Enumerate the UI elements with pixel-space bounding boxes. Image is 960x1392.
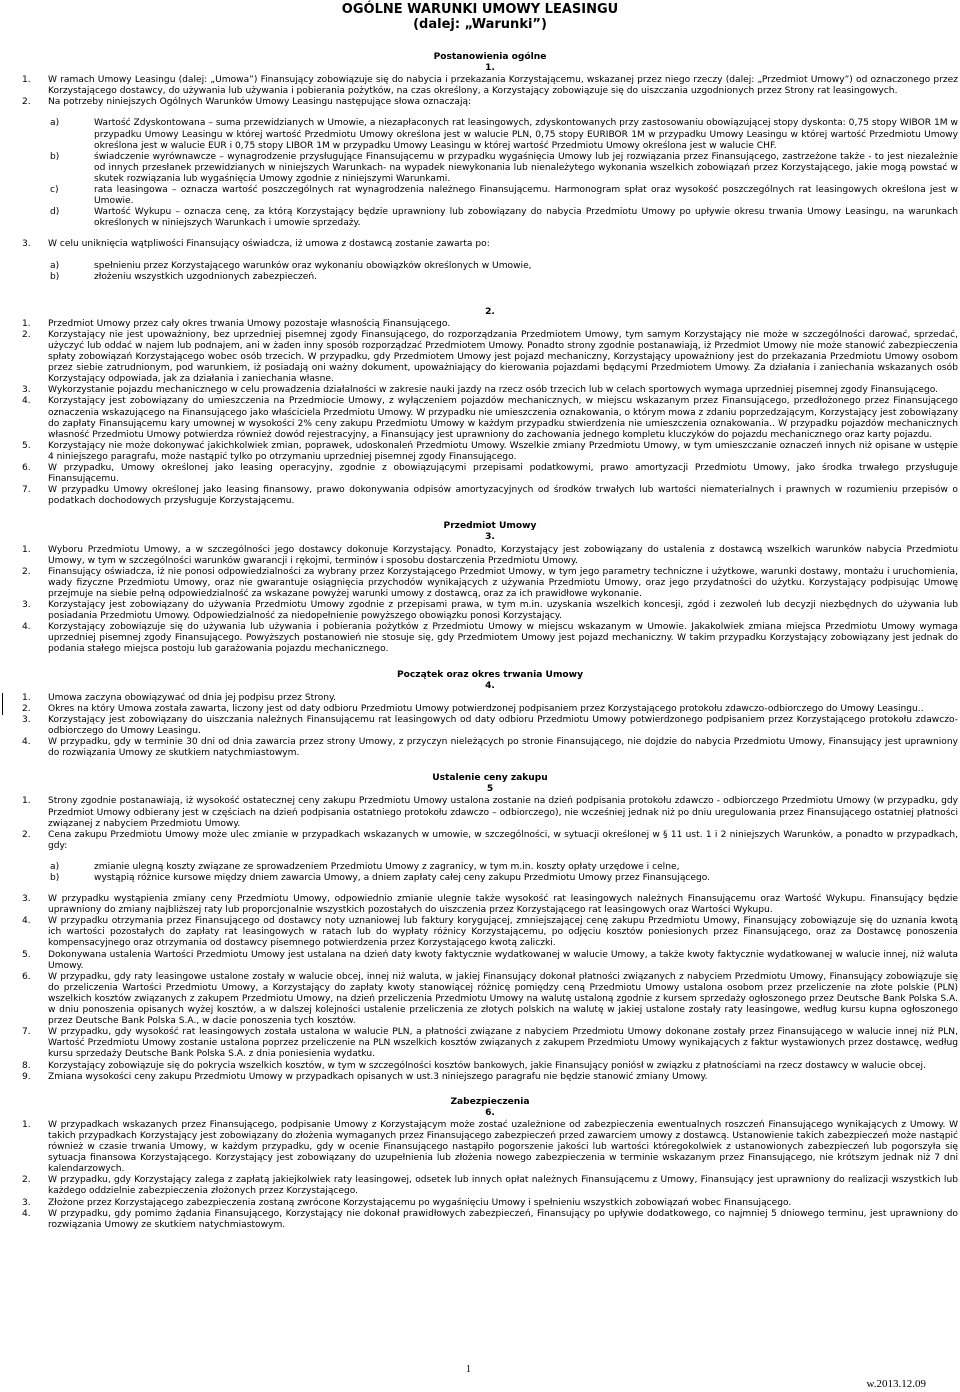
- clause-text: Korzystający zobowiązuje się do pokrycia wszelkich kosztów, w tym w szczególności kosztów bankowych, jakie Finansujący poniósł w związku z płatnościami na rzecz dostawcy w walucie obcej.: [48, 1060, 926, 1071]
- document-body: [22, 52, 958, 1231]
- section-number: 6.: [485, 1107, 495, 1118]
- clause-text: W przypadku otrzymania przez Finansującego od dostawcy noty uznaniowej lub faktury korygującej, zmniejszającej cenę zakupu Przedmiotu Umowy, Finansujący zobowiązuje się do uznania kwotą ich wartości pozostałych do zapłaty rat leasingowych w ratach lub do wypłaty różnicy Korzystającemu, po odjęciu kosztów poniesionych przez Finansującego, oraz za Dostawcę ponoszenia kompensacyjnego oraz otrzymania od dostawcy pisemnego potwierdzenia przez Korzystającego kwotą zaliczki.: [48, 916, 958, 949]
- clause-number: 3.: [22, 714, 31, 725]
- section-title: Przedmiot Umowy: [443, 521, 537, 532]
- clause: [22, 1027, 958, 1060]
- clause: [22, 545, 958, 567]
- clause-number: 2.: [22, 329, 31, 340]
- page-number: 1: [466, 1364, 471, 1375]
- clause-text: W przypadku, gdy wysokość rat leasingowych została ustalona w walucie PLN, a płatności związane z nabyciem Przedmiotu Umowy dokonane zostały przez Finansującego w walucie innej niż PLN, Wartość Przedmiotu Umowy zostanie ustalona poprzez przeliczenie na PLN wszelkich kosztów związanych z zakupem Przedmiotu Umowy wynikających z faktur wystawionych przez dostawcę, według kursu sprzedaży Deutsche Bank Polska S.A. z dnia poniesienia wydatku.: [48, 1027, 958, 1060]
- sub-clause: [50, 118, 958, 151]
- clause-text: Złożone przez Korzystającego zabezpieczenia zostaną zwrócone Korzystającemu po wygaśnięciu Umowy i spełnieniu wszystkich zobowiązań wobec Finansującego.: [48, 1197, 792, 1208]
- clause-number: 7.: [22, 485, 31, 496]
- clause-number: 1.: [22, 318, 31, 329]
- section-gap: [22, 293, 958, 307]
- clause-number: 3.: [22, 894, 31, 905]
- clause: [22, 830, 958, 852]
- clause-text: Przedmiot Umowy przez cały okres trwania Umowy pozostaje własnością Finansującego.: [48, 318, 451, 329]
- clause-number: 7.: [22, 1027, 31, 1038]
- clause: [22, 972, 958, 1027]
- clause-number: 3.: [22, 1197, 31, 1208]
- margin-mark: [2, 693, 3, 715]
- clause-text: W przypadku, gdy raty leasingowe ustalone zostały w walucie obcej, innej niż waluta, w jakiej Finansujący dokonał płatności związanych z nabyciem Przedmiotu Umowy, Finansujący zobowiązuje się do przeliczenia Wartości Przedmiotu Umowy, a Korzystający do zapłaty kwoty stanowiącej różnicę pomiędzy ceną Przedmiotu Umowy ustalona osobom przez przeliczenie na złote polskie (PLN) wszelkich kosztów związanych z zakupem Przedmiotu Umowy, na dzień przeliczenia Przedmiotu Umowy na walutę ustaloną zgodnie z kursem sprzedaży ogłoszonego przez Deutsche Bank Polska S.A. w dniu ponoszenia opisanych wyżej kosztów, a w dalszej kolejności ustalenie przeliczenia ze złotych polskich na walutę w jakiej ustalone zostały raty leasingowe, według kursu kupna ogłoszonego przez Deutsche Bank Polska S.A., w dacie ponoszenia tych kosztów.: [48, 971, 958, 1027]
- clause-text: W przypadku, Umowy określonej jako leasing operacyjny, zgodnie z obowiązującymi przepisami podatkowymi, prawo amortyzacji Przedmiotu Umowy, jako środka trwałego przysługuje Finansującemu.: [48, 463, 958, 485]
- clause-text: Na potrzeby niniejszych Ogólnych Warunków Umowy Leasingu następujące słowa oznaczają:: [48, 97, 472, 108]
- clause: [22, 704, 958, 715]
- clause: [22, 441, 958, 463]
- sub-clause-text: Wartość Zdyskontowana – suma przewidzianych w Umowie, a niezapłaconych rat leasingowych, zdyskontowanych przy zastosowaniu obowiązującej stopy dyskonta: 0,75 stopy WIBOR 1M w przypadku Umowy Leasingu w której wartość Przedmiotu Umowy określona jest w walucie PLN, 0,75 stopy EURIBOR 1M w przypadku Umowy Leasingu w której wartość Przedmiotu Umowy określona jest w walucie EUR i 0,75 stopy LIBOR 1M w przypadku Umowy Leasingu w której wartość Przedmiotu Umowy określona jest w walucie CHF.: [94, 118, 958, 151]
- clause-number: 6.: [22, 971, 31, 982]
- clause-text: W ramach Umowy Leasingu (dalej: „Umowa”) Finansujący zobowiązuje się do nabycia i przekazania Korzystającemu, wskazanej przez niego rzeczy (dalej: „Przedmiot Umowy”) od oznaczonego przez Korzystającego dostawcy, do używania lub używania i pobierania pożytków, na czas określony, a Korzystający zobowiązuje się do uiszczania uzgodnionych przez Strony rat leasingowych.: [48, 75, 958, 97]
- sub-clause: [50, 152, 958, 185]
- clause: [22, 600, 958, 622]
- clause: [22, 1175, 958, 1197]
- section-number: 1.: [485, 63, 495, 74]
- clause-number: 4.: [22, 737, 31, 748]
- sub-clause: [50, 873, 958, 884]
- clause-text: Korzystający jest zobowiązany do używania Przedmiotu Umowy zgodnie z przepisami prawa, w tym m.in. uzyskania wszelkich koncesji, zgód i zezwoleń lub decyzji niezbędnych do używania lub posiadania Przedmiotu Umowy. Odpowiedzialność za niedopełnienie powyższego obowiązku ponosi Korzystający.: [48, 600, 958, 622]
- sub-clause-letter: a): [50, 118, 60, 129]
- clause-text: Dokonywana ustalenia Wartości Przedmiotu Umowy jest ustalana na dzień daty kwoty faktycznie wydatkowanej w walucie Umowy, a także kwoty faktycznie wydatkowanej w walucie innej, niż waluta Umowy.: [48, 949, 958, 971]
- clause-number: 5.: [22, 949, 31, 960]
- clause-text: W przypadku Umowy określonej jako leasing finansowy, prawo dokonywania odpisów amortyzacyjnych od środków trwałych lub wartości niematerialnych i prawnych w rozumieniu przepisów o podatkach dochodowych przysługuje Korzystającemu.: [48, 485, 958, 507]
- clause-text: W przypadku wystąpienia zmiany ceny Przedmiotu Umowy, odpowiednio zmianie ulegnie także wysokość rat leasingowych należnych Finansującemu oraz Wartość Wykupu. Finansujący będzie uprawniony do zmiany najbliższej raty lub proporcjonalnie wszystkich pozostałych do uiszczenia przez Korzystającego rat leasingowych oraz Wartości Wykupu.: [48, 894, 958, 916]
- clause-text: Korzystający nie może dokonywać jakichkolwiek zmian, poprawek, udoskonaleń Przedmiotu Umowy. Wszelkie zmiany Przedmiotu Umowy, w tym umieszczanie oznaczeń innych niż opisane w ustępie 4 niniejszego paragrafu, może nastąpić tylko po otrzymaniu uprzedniej pisemnej zgody Finansującego.: [48, 440, 958, 462]
- sub-clause: [50, 862, 958, 873]
- clause: [22, 715, 958, 737]
- clause: [22, 1061, 958, 1072]
- section-title: Zabezpieczenia: [450, 1096, 530, 1107]
- clause: [22, 319, 958, 330]
- clause-text: Okres na który Umowa została zawarta, liczony jest od daty odbioru Przedmiotu Umowy potwierdzonej podpisaniem przez Korzystającego protokołu zdawczo-odbiorczego do Umowy Leasingu..: [48, 703, 924, 714]
- clause: [22, 385, 958, 396]
- clause-text: Wyboru Przedmiotu Umowy, a w szczególności jego dostawcy dokonuje Korzystający. Ponadto, Korzystający jest zobowiązany do ustalenia z dostawcą wszelkich warunków nabycia Przedmiotu Umowy, w tym w szczególności warunków gwarancji i rękojmi, terminów i sposobu dostarczenia Przedmiotu Umowy.: [48, 544, 958, 566]
- clause-number: 1.: [22, 1119, 31, 1130]
- clause: [22, 1209, 958, 1231]
- clause-text: Finansujący oświadcza, iż nie ponosi odpowiedzialności za wybrany przez Korzystającego Przedmiot Umowy, w tym jego parametry techniczne i użytkowe, warunki dostawy, montażu i uruchomienia, wady fizyczne Przedmiotu Umowy, oraz nie gwarantuje osiągnięcia przychodów wynikających z używania Przedmiotu Umowy, oraz jego przydatności do użytku. Korzystający podpisując Umowę przejmuje na siebie pełną odpowiedzialność za wskazane powyżej warunki umowy z dostawcą, oraz za ich prawidłowe wykonanie.: [48, 566, 958, 599]
- clause-number: 1.: [22, 75, 31, 86]
- clause-text: Korzystający jest zobowiązany do umieszczenia na Przedmiocie Umowy, z wyłączeniem pojazdów mechanicznych, w miejscu wskazanym przez Finansującego, przedłożonego przez Finansującego oznaczenia wskazującego na Finansującego jako właściciela Przedmiotu Umowy. W przypadku nie umieszczenia oznakowania, o którym mowa z zdaniu poprzedzającym, Korzystający jest zobowiązany do zapłaty Finansującemu kary umownej w wysokości 2% ceny zakupu Przedmiotu Umowy w każdym przypadku stwierdzenia nie umieszczenia oznakowania.. W przypadku pojazdów mechanicznych własność Przedmiotu Umowy potwierdza również dowód rejestracyjny, a Finansujący jest uprawniony do zachowania jednego kompletu kluczyków do pojazdu mechanicznego oraz karty pojazdu.: [48, 396, 958, 440]
- section-number: 3.: [485, 532, 495, 543]
- clause-number: 2.: [22, 829, 31, 840]
- clause-number: 2.: [22, 97, 31, 108]
- sub-clause: [50, 185, 958, 207]
- sub-gap: [22, 251, 958, 261]
- section-gap: [22, 507, 958, 521]
- clause: [22, 916, 958, 949]
- document-subtitle: (dalej: „Warunki”): [413, 17, 547, 32]
- clause: [22, 396, 958, 440]
- document-title: OGÓLNE WARUNKI UMOWY LEASINGU: [341, 2, 619, 17]
- sub-gap: [22, 229, 958, 239]
- section-title: Początek oraz okres trwania Umowy: [396, 669, 583, 680]
- clause-number: 1.: [22, 544, 31, 555]
- clause-number: 5.: [22, 440, 31, 451]
- clause-text: Zmiana wysokości ceny zakupu Przedmiotu Umowy w przypadkach opisanych w ust.3 niniejszego paragrafu nie będzie stanowić zmiany Umowy.: [48, 1071, 708, 1082]
- clause: [22, 75, 958, 97]
- sub-clause-text: spełnieniu przez Korzystającego warunków oraz wykonaniu obowiązków określonych w Umowie,: [94, 260, 532, 271]
- clause-text: W przypadku, gdy Korzystający zalega z zapłatą jakiejkolwiek raty leasingowej, odsetek lub innych opłat należnych Finansującemu z Umowy, Finansujący jest uprawniony do realizacji wszystkich lub każdego oddzielnie zabezpieczenia złożonych przez Korzystającego.: [48, 1175, 958, 1197]
- clause: [22, 737, 958, 759]
- clause: [22, 894, 958, 916]
- clause-number: 4.: [22, 1208, 31, 1219]
- clause-text: W celu uniknięcia wątpliwości Finansujący oświadcza, iż umowa z dostawcą zostanie zawarta po:: [48, 239, 490, 250]
- clause-number: 9.: [22, 1071, 31, 1082]
- sub-clause-text: złożeniu wszystkich uzgodnionych zabezpieczeń.: [94, 271, 318, 282]
- sub-clause-letter: d): [50, 207, 60, 218]
- clause-number: 3.: [22, 385, 31, 396]
- clause: [22, 1198, 958, 1209]
- sub-clause-text: rata leasingowa – oznacza wartość poszczególnych rat wynagrodzenia należnego Finansującemu. Harmonogram spłat oraz wysokość poszczególnych rat leasingowych określona jest w Umowie.: [94, 185, 958, 207]
- section-title: Ustalenie ceny zakupu: [432, 773, 548, 784]
- clause-number: 3.: [22, 600, 31, 611]
- clause-text: Korzystający jest zobowiązany do uiszczania należnych Finansującemu rat leasingowych od daty odbioru Przedmiotu Umowy potwierdzonego podpisaniem przez Korzystającego protokołu zdawczo-odbiorczego do Umowy Leasingu.: [48, 714, 958, 736]
- clause: [22, 950, 958, 972]
- clause-text: Wykorzystanie pojazdu mechanicznego w celu prowadzenia działalności w zakresie nauki jazdy na rzecz osób trzecich lub w celach sportowych wymaga uprzedniej pisemnej zgody Finansującego.: [48, 385, 939, 396]
- sub-gap: [22, 884, 958, 894]
- sub-gap: [22, 283, 958, 293]
- sub-gap: [22, 108, 958, 118]
- clause: [22, 330, 958, 385]
- sub-clause-letter: b): [50, 151, 60, 162]
- clause-number: 6.: [22, 463, 31, 473]
- clause-number: 4.: [22, 622, 31, 633]
- sub-clause-text: Wartość Wykupu – oznacza cenę, za którą Korzystający będzie uprawniony lub zobowiązany do nabycia Przedmiotu Umowy po upływie okresu trwania Umowy Leasingu, na warunkach określonych w niniejszych Warunkach i umowie sprzedaży.: [94, 207, 958, 229]
- clause: [22, 796, 958, 829]
- sub-gap: [22, 852, 958, 862]
- sub-clause-text: zmianie ulegną koszty związane ze sprowadzeniem Przedmiotu Umowy z zagranicy, w tym m.in. koszty opłaty urzędowe i celne,: [94, 861, 680, 872]
- clause-number: 3.: [22, 239, 31, 250]
- clause-text: W przypadku, gdy pomimo żądania Finansującego, Korzystający nie dokonał prawidłowych zabezpieczeń, Finansujący po upływie dodatkowego, co najmniej 5 dniowego terminu, jest uprawniony do rozwiązania Umowy ze skutkiem natychmiastowym.: [48, 1208, 958, 1230]
- clause: [22, 239, 958, 250]
- clause-text: Korzystający zobowiązuje się do używania lub używania i pobierania pożytków z Przedmiotu Umowy w miejscu wskazanym w Umowie. Jakakolwiek zmiana miejsca Przedmiotu Umowy wymaga uprzedniej pisemnej zgody Finansującego. Powyższych postanowień nie stosuje się, gdy Przedmiotem Umowy jest pojazd mechaniczny. W takim przypadku Korzystający zobowiązany jest jednak do podania stałego miejsca postoju lub garażowania pojazdu mechanicznego.: [48, 622, 958, 655]
- section-gap: [22, 759, 958, 773]
- section-gap: [22, 1083, 958, 1097]
- clause-text: W przypadku, gdy w terminie 30 dni od dnia zawarcia przez strony Umowy, z przyczyn nieleżących po stronie Finansującego, nie dojdzie do nabycia Przedmiotu Umowy, Finansujący jest uprawniony do rozwiązania Umowy ze skutkiem natychmiastowym.: [48, 737, 958, 759]
- clause: [22, 485, 958, 507]
- clause: [22, 1120, 958, 1175]
- sub-clause-letter: c): [50, 185, 59, 196]
- clause-text: Strony zgodnie postanawiają, iż wysokość ostatecznej ceny zakupu Przedmiotu Umowy ustalona zostanie na dzień podpisania protokołu zdawczo - odbiorczego Przedmiotu Umowy (w przypadku, gdy Przedmiot Umowy odbierany jest w częściach na dzień podpisania ostatniego protokołu zdawczo – odbiorczego), nie wcześniej jednak niż po dniu uregulowania przez Finansującego ostatniej płatności związanej z nabyciem Przedmiotu Umowy.: [48, 796, 958, 829]
- sub-clause: [50, 261, 958, 272]
- section-number: 5: [486, 784, 494, 795]
- version-label: w.2013.12.09: [866, 1378, 926, 1390]
- section-number: 4.: [485, 680, 495, 691]
- section-gap: [22, 656, 958, 670]
- sub-clause-text: wystąpią różnice kursowe między dniem zawarcia Umowy, a dniem zapłaty całej ceny zakupu Przedmiotu Umowy przez Finansującego.: [94, 873, 711, 883]
- sub-clause-letter: a): [50, 260, 60, 271]
- clause-text: Korzystający nie jest upoważniony, bez uprzedniej pisemnej zgody Finansującego, do rozporządzania Przedmiotem Umowy, tym samym Korzystający nie może w szczególności darować, sprzedać, użyczyć lub oddać w najem lub podnajem, ani w żaden inny sposób rozporządzać Przedmiotem Umowy. Ponadto strony zgodnie postanawiają, iż Przedmiot Umowy nie może stanowić zabezpieczenia spłaty zobowiązań Korzystającego wobec osób trzecich. W przypadku, gdy Przedmiotem Umowy jest pojazd mechaniczny, Korzystający upoważniony jest do przekazania Przedmiotu Umowy osobom przez siebie zatrudnionym, pod warunkiem, iż posiadają oni ważny dokument, upoważniający do kierowania pojazdami będącymi Przedmiotem Umowy. Za działania i zaniechania wskazanych osób Korzystający odpowiada, jak za działania i zaniechania własne.: [48, 329, 958, 385]
- clause: [22, 97, 958, 108]
- section-title: Postanowienia ogólne: [433, 52, 547, 62]
- clause: [22, 693, 958, 704]
- sub-clause-text: świadczenie wyrównawcze – wynagrodzenie przysługujące Finansującemu w przypadku wygaśnięcia Umowy lub jej rozwiązania przez Finansującego, zastrzeżone także - to jest niezależnie od innych przesłanek przewidzianych w niniejszych Warunkach- na wypadek niewykonania lub nienależytego wykonania wszelkich zobowiązań przez Korzystającego, jakie mogą powstać w skutek rozwiązania lub wygaśnięcia Umowy zgodnie z niniejszymi Warunkami.: [94, 151, 958, 184]
- clause-text: Cena zakupu Przedmiotu Umowy może ulec zmianie w przypadkach wskazanych w umowie, w szczególności, w sytuacji określonej w § 11 ust. 1 i 2 niniejszych Warunków, a ponadto w przypadkach, gdy:: [48, 829, 958, 851]
- sub-clause: [50, 272, 958, 283]
- clause: [22, 622, 958, 655]
- clause-number: 4.: [22, 916, 31, 927]
- clause-number: 2.: [22, 1175, 31, 1186]
- clause-number: 2.: [22, 566, 31, 577]
- clause-number: 4.: [22, 396, 31, 407]
- sub-clause-letter: b): [50, 873, 60, 883]
- clause-number: 8.: [22, 1060, 31, 1071]
- clause: [22, 567, 958, 600]
- clause: [22, 463, 958, 485]
- clause-number: 2.: [22, 703, 31, 714]
- clause-text: Umowa zaczyna obowiązywać od dnia jej podpisu przez Strony.: [48, 692, 337, 703]
- clause-text: W przypadkach wskazanych przez Finansującego, podpisanie Umowy z Korzystającym może zostać uzależnione od zabezpieczenia ewentualnych roszczeń Finansującego wynikających z Umowy. W takich przypadkach Korzystający jest zobowiązany do złożenia wymaganych przez Finansującego zabezpieczeń przed zawarciem umowy z dostawcą. Ustanowienie takich zabezpieczeń może nastąpić również w czasie trwania Umowy, w każdym przypadku, gdy w ocenie Finansującego nastąpiło pogorszenie jakości lub wartości któregokolwiek z ustanowionych zabezpieczeń lub pogorszyła się sytuacja finansowa Korzystającego. Korzystający jest zobowiązany do uzupełnienia lub złożenia nowego zabezpieczenia w terminie wskazanym przez Finansującego, nie krótszym jednak niż 7 dni kalendarzowych.: [48, 1119, 958, 1175]
- sub-clause: [50, 207, 958, 229]
- clause: [22, 1072, 958, 1083]
- clause-number: 1.: [22, 692, 31, 703]
- section-number: 2.: [485, 306, 495, 317]
- sub-clause-letter: a): [50, 861, 60, 872]
- sub-clause-letter: b): [50, 271, 60, 282]
- clause-number: 1.: [22, 796, 31, 807]
